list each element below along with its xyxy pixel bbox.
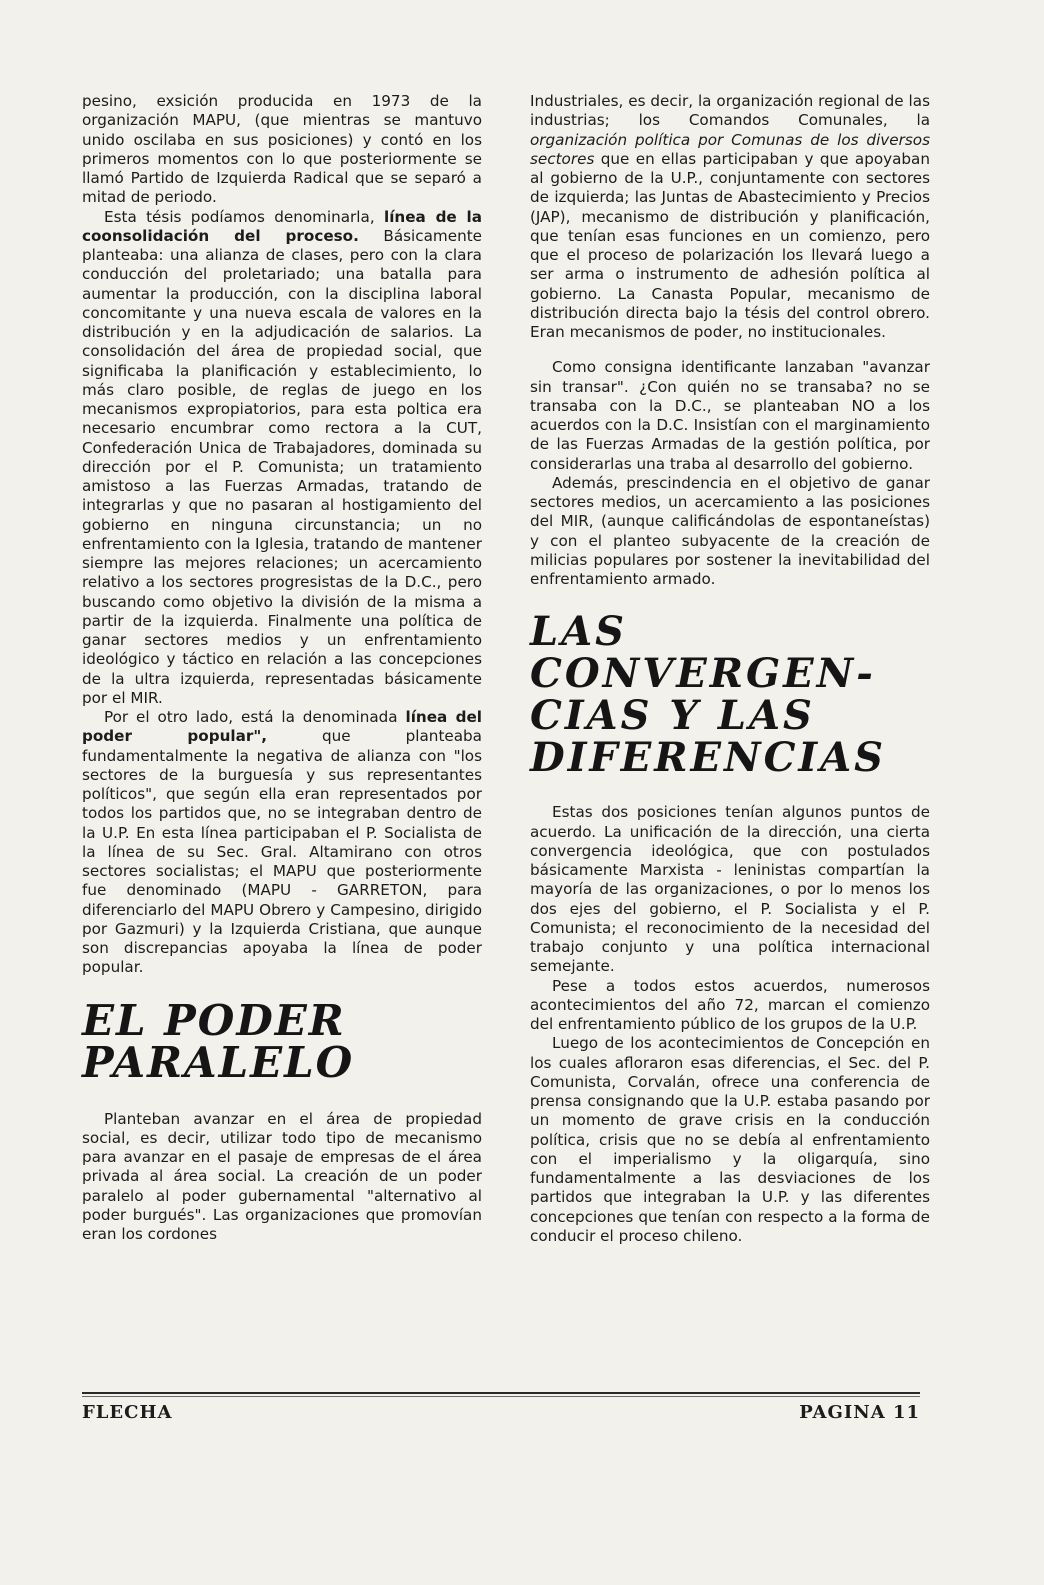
left-paragraph-1: pesino, exsición producida en 1973 de la organización MAPU, (que mientras se mantuvo unido oscilaba en sus posiciones) y contó en los primeros momentos con lo que posteriormente se llamó Partido de Izquierda Radical que se separó a mitad de periodo.	[82, 92, 482, 207]
left-paragraph-2	[82, 208, 482, 709]
left-paragraph-3	[82, 708, 482, 978]
right-paragraph-1-start: Industriales, es decir, la organización regional de las industrias; los Comandos Comunales, la	[530, 92, 930, 130]
left-column	[82, 92, 482, 1244]
section-heading-convergencias	[530, 608, 930, 782]
left-paragraph-3-bold: línea del poder popular",	[82, 708, 482, 746]
right-paragraph-1-italic: organización política por Comunas de los diversos sectores	[530, 130, 930, 168]
right-paragraph-1-rest: que en ellas participaban y que apoyaban al gobierno de la U.P., conjuntamente con sectores de izquierda; las Juntas de Abastecimiento y Precios (JAP), mecanismo de distribución y planificación, que tenían esas funciones en un comienzo, pero que el proceso de polarización los llevará luego a ser arma o instrumento de adhesión política al gobierno. La Canasta Popular, mecanismo de distribución directa bajo la tésis del control obrero. Eran mecanismos de poder, no institucionales.	[530, 149, 930, 341]
footer-page-number: PAGINA 11	[799, 1402, 920, 1423]
right-paragraph-5: Pese a todos estos acuerdos, numerosos acontecimientos del año 72, marcan el comienzo del enfrentamiento público de los grupos de la U.P.	[530, 976, 930, 1033]
heading-line: DIFERENCIAS	[530, 734, 887, 782]
right-paragraph-4: Estas dos posiciones tenían algunos puntos de acuerdo. La unificación de la dirección, una cierta convergencia ideológica, que con postulados básicamente Marxista - leninistas compartían la mayoría de las organizaciones, o por lo menos los dos ejes del gobierno, el P. Socialista y el P. Comunista; el reconocimiento de la necesidad del trabajo conjunto y una política internacional semejante.	[530, 803, 930, 976]
right-paragraph-2: Como consigna identificante lanzaban "avanzar sin transar". ¿Con quién no se transaba? no se transaba con la D.C., se planteaban NO a los acuerdos con la D.C. Insistían con el marginamiento de las Fuerzas Armadas de la gestión política, por considerarlas una traba al desarrollo del gobierno.	[530, 358, 930, 473]
section-heading-poder-paralelo	[82, 995, 482, 1087]
heading-line: PARALELO	[82, 1037, 355, 1087]
heading-line: LAS CONVERGEN-	[530, 608, 876, 698]
left-paragraph-3-rest: que planteaba fundamentalmente la negativa de alianza con "los sectores de la burguesía y sus representantes políticos", que según ella eran representados por todos los partidos que, no se integraban dentro de la U.P. En esta línea participaban el P. Socialista de la línea de su Sec. Gral. Altamirano con otros sectores socialistas; el MAPU que posteriormente fue denominado (MAPU - GARRETON, para diferenciarlo del MAPU Obrero y Campesino, dirigido por Gazmuri) y la Izquierda Cristiana, que aunque son discrepancias apoyaba la línea de poder popular.	[82, 727, 482, 977]
left-paragraph-2-rest: Básicamente planteaba: una alianza de clases, pero con la clara conducción del proletariado; una batalla para aumentar la producción, con la disciplina laboral concomitante y una nueva escala de valores en la distribución y en la adjudicación de salarios. La consolidación del área de propiedad social, que significaba la planificación y establecimiento, lo más claro posible, de reglas de juego en los mecanismos expropiatorios, para esta poltica era necesario encumbrar como rectora a la CUT, Confederación Unica de Trabajadores, dominada su dirección por el P. Comunista; un tratamiento amistoso a las Fuerzas Armadas, tratando de integrarlas y que no pasaran al hostigamiento del gobierno en ninguna circunstancia; un no enfrentamiento con la Iglesia, tratando de mantener siempre las mejores relaciones; un acercamiento relativo a los sectores progresistas de la D.C., pero buscando como objetivo la división de la misma a partir de la izquierda. Finalmente una política de ganar sectores medios y un enfrentamiento ideológico y táctico en relación a las concepciones de la ultra izquierda, representadas básicamente por el MIR.	[82, 226, 482, 707]
left-paragraph-2-bold: línea de la coonsolidación del proceso.	[82, 207, 482, 245]
left-paragraph-4: Planteban avanzar en el área de propiedad social, es decir, utilizar todo tipo de mecanismo para avanzar en el pasaje de empresas de el área privada al área social. La creación de un poder paralelo al poder gubernamental "alternativo al poder burgués". Las organizaciones que promovían eran los cordones	[82, 1109, 482, 1243]
left-paragraph-3-start: Por el otro lado, está la denominada	[104, 708, 406, 726]
heading-line: CIAS Y LAS	[530, 692, 815, 740]
footer-rule	[82, 1392, 920, 1394]
right-paragraph-1	[530, 92, 930, 342]
footer-rule-thin	[82, 1396, 920, 1397]
right-column	[530, 92, 930, 1246]
heading-line: EL PODER	[82, 995, 346, 1045]
left-paragraph-2-start: Esta tésis podíamos denominarla,	[104, 207, 384, 226]
right-paragraph-3: Además, prescindencia en el objetivo de ganar sectores medios, un acercamiento a las posiciones del MIR, (aunque calificándolas de espontaneístas) y con el planteo subyacente de la creación de milicias populares por sostener la inevitabilidad del enfrentamiento armado.	[530, 473, 930, 588]
footer-publication-name: FLECHA	[82, 1402, 173, 1423]
right-paragraph-6: Luego de los acontecimientos de Concepción en los cuales afloraron esas diferencias, el Sec. del P. Comunista, Corvalán, ofrece una conferencia de prensa consignando que la U.P. estaba pasando por un momento de grave crisis en la conducción política, crisis que no se debía al enfrentamiento con el imperialismo y la oligarquía, sino fundamentalmente a las desviaciones de los partidos que integraban la U.P. y las diferentes concepciones que tenían con respecto a la forma de conducir el proceso chileno.	[530, 1034, 930, 1245]
